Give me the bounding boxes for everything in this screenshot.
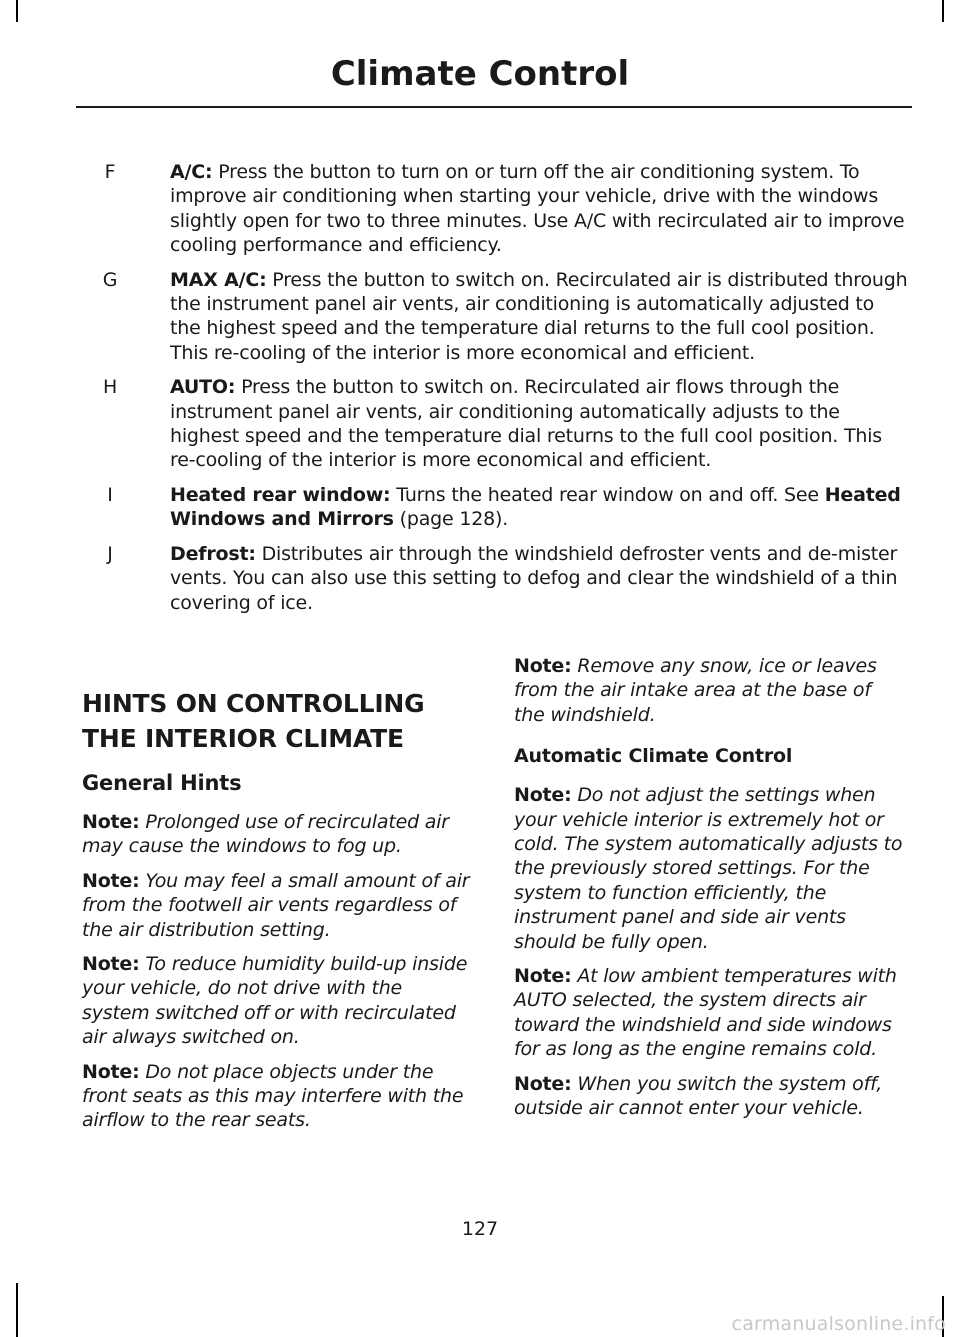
crop-mark-top-right — [942, 0, 944, 22]
item-text: Distributes air through the windshield defroster vents and de-mister vents. You can also use this setting to defog and clear the windshield of a thin covering of ice. — [170, 542, 898, 614]
item-label: MAX A/C: — [170, 268, 267, 291]
page-title: Climate Control — [330, 54, 630, 94]
item-letter: G — [102, 268, 118, 291]
note — [514, 964, 906, 1062]
note-text: Do not place objects under the front seats as this may interfere with the airflow to the rear seats. — [82, 1060, 464, 1132]
note — [82, 810, 472, 859]
item-letter: I — [107, 483, 113, 506]
item-text: Press the button to switch on. Recirculated air flows through the instrument panel air vents, air conditioning automatically adjusts to the highest speed and the temperature dial returns to the full cool position. This re-cooling of the interior is more economical and efficient. — [170, 376, 882, 472]
note-text: Prolonged use of recirculated air may cause the windows to fog up. — [82, 811, 449, 858]
page-reference: (page 128). — [393, 508, 509, 531]
item-letter: F — [104, 161, 116, 183]
header-divider — [76, 106, 912, 108]
section-heading — [82, 686, 472, 756]
note-text: You may feel a small amount of air from the footwell air vents regardless of the air distribution setting. — [82, 869, 470, 941]
page-number: 127 — [461, 1218, 499, 1240]
note-label: Note: — [82, 1060, 140, 1083]
subheading-automatic-climate-control: Automatic Climate Control — [514, 745, 793, 768]
right-column — [514, 654, 906, 1131]
note-label: Note: — [82, 869, 140, 892]
note — [82, 952, 472, 1050]
item-label: Defrost: — [170, 542, 256, 565]
note-text: At low ambient temperatures with AUTO selected, the system directs air toward the windshield and side windows for as long as the engine remains cold. — [514, 965, 897, 1061]
item-text: Turns the heated rear window on and off. See — [390, 483, 825, 506]
note-text: To reduce humidity build-up inside your vehicle, do not drive with the system switched off or with recirculated air always switched on. — [82, 953, 468, 1049]
note-text: Do not adjust the settings when your vehicle interior is extremely hot or cold. The system automatically adjusts to the previously stored settings. For the system to function efficiently, the instrument panel and side air vents should be fully open. — [514, 784, 903, 953]
note — [514, 654, 906, 727]
note — [514, 783, 906, 954]
subheading-general-hints: General Hints — [82, 771, 242, 795]
note — [82, 869, 472, 942]
item-text: Press the button to turn on or turn off the air conditioning system. To improve air conditioning when starting your vehicle, drive with the windows slightly open for two to three minutes. Use A/C with recirculated air to improve cooling performance and efficiency. — [170, 161, 905, 257]
note-label: Note: — [82, 811, 140, 833]
control-item-h — [90, 375, 910, 473]
note-text: Remove any snow, ice or leaves from the air intake area at the base of the windshield. — [514, 655, 877, 726]
note-label: Note: — [82, 953, 140, 976]
item-label: AUTO: — [170, 376, 236, 399]
section-heading-line-2: THE INTERIOR CLIMATE — [82, 724, 404, 753]
section-heading-line-1: HINTS ON CONTROLLING — [82, 689, 425, 718]
item-letter: H — [102, 376, 118, 399]
control-item-j — [90, 542, 910, 615]
note-label: Note: — [514, 965, 572, 988]
control-item-f — [90, 160, 910, 258]
item-label: A/C: — [170, 161, 213, 183]
item-text: Press the button to switch on. Recirculated air is distributed through the instrument panel air vents, air conditioning is automatically adjusted to the highest speed and the temperature dial returns to the full cool position. This re-cooling of the interior is more economical and efficient. — [170, 268, 908, 364]
control-items-list — [90, 160, 910, 625]
left-column — [82, 686, 472, 1143]
crop-mark-bottom-left — [16, 1283, 18, 1337]
watermark: carmanualsonline.info — [731, 1313, 946, 1335]
item-label: Heated rear window: — [170, 483, 391, 506]
item-letter: J — [107, 542, 113, 565]
cross-reference-link[interactable]: Heated Windows and Mirrors — [170, 483, 901, 531]
note — [514, 1072, 906, 1121]
control-item-g — [90, 268, 910, 366]
note-label: Note: — [514, 655, 572, 677]
crop-mark-top-left — [16, 0, 18, 22]
note — [82, 1060, 472, 1133]
control-item-i — [90, 483, 910, 532]
note-label: Note: — [514, 784, 572, 807]
note-label: Note: — [514, 1072, 572, 1095]
note-text: When you switch the system off, outside air cannot enter your vehicle. — [514, 1072, 883, 1120]
